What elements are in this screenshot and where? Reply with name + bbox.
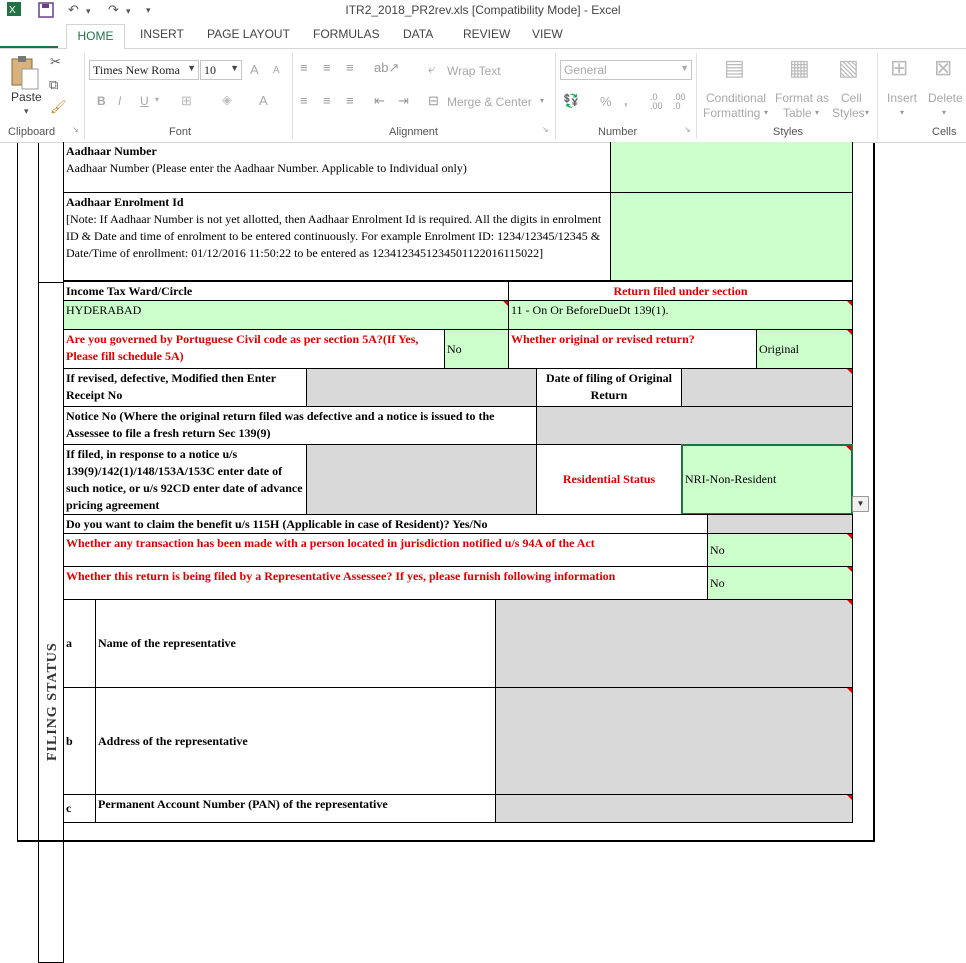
title-bar bbox=[0, 0, 966, 22]
orientation-icon[interactable]: ab↗ bbox=[374, 60, 400, 75]
cell-styles-button[interactable]: Cell bbox=[841, 91, 862, 105]
date-filing-input[interactable] bbox=[681, 368, 853, 407]
cells-group-label: Cells bbox=[932, 126, 957, 138]
date-filing-label: Date of filing of Original Return bbox=[536, 368, 682, 407]
tab-formulas[interactable]: FORMULAS bbox=[313, 27, 380, 41]
section-label: Return filed under section bbox=[508, 281, 853, 301]
delete-cells-button[interactable]: Delete bbox=[928, 91, 963, 105]
number-launcher-icon[interactable]: ↘ bbox=[684, 125, 691, 134]
align-bottom-icon[interactable]: ≡ bbox=[346, 60, 354, 75]
percent-style-button[interactable]: % bbox=[600, 94, 612, 109]
rep-pan-label: Permanent Account Number (PAN) of the representative bbox=[95, 794, 496, 823]
rep-name-label: Name of the representative bbox=[95, 599, 496, 688]
chevron-down-icon: ▾ bbox=[865, 108, 870, 117]
bold-button[interactable]: B bbox=[97, 94, 106, 108]
align-top-icon[interactable]: ≡ bbox=[300, 60, 308, 75]
chevron-down-icon[interactable]: ▾ bbox=[155, 95, 160, 104]
residential-label: Residential Status bbox=[536, 444, 682, 515]
increase-indent-icon[interactable]: ⇥ bbox=[398, 93, 409, 108]
chevron-down-icon: ▼ bbox=[680, 63, 689, 73]
cut-icon[interactable]: ✂ bbox=[50, 54, 61, 69]
rep-name-input[interactable] bbox=[495, 599, 853, 688]
paste-dropdown-icon[interactable]: ▾ bbox=[24, 106, 29, 116]
merge-center-icon: ⊟ bbox=[428, 93, 439, 108]
redo-dropdown-icon[interactable]: ▾ bbox=[126, 6, 131, 16]
insert-cells-button[interactable]: Insert bbox=[887, 91, 918, 105]
divider bbox=[84, 53, 85, 139]
section-input[interactable]: 11 - On Or BeforeDueDt 139(1). bbox=[508, 300, 853, 330]
format-painter-icon[interactable]: 🖌 bbox=[50, 99, 67, 114]
wrap-text-button[interactable]: Wrap Text bbox=[447, 64, 501, 78]
decrease-indent-icon[interactable]: ⇤ bbox=[374, 93, 385, 108]
filing-status-label bbox=[38, 283, 64, 963]
number-format-box[interactable] bbox=[560, 60, 692, 80]
paste-icon[interactable] bbox=[8, 55, 42, 95]
accounting-format-icon[interactable]: 💱 bbox=[563, 93, 580, 108]
decrease-decimal-icon[interactable]: .00 .0 bbox=[673, 92, 686, 111]
divider bbox=[292, 53, 293, 139]
chevron-down-icon: ▾ bbox=[815, 108, 820, 117]
font-color-button[interactable]: A bbox=[259, 93, 268, 108]
chevron-down-icon: ▼ bbox=[230, 63, 239, 73]
representative-question: Whether this return is being filed by a Representative Assessee? If yes, please furnish following information bbox=[63, 566, 708, 600]
residential-input[interactable]: NRI-Non-Resident bbox=[681, 444, 853, 515]
ribbon-tabs bbox=[0, 22, 966, 48]
conditional-formatting-icon: ▤ bbox=[724, 55, 745, 80]
ward-input[interactable]: HYDERABAD bbox=[63, 300, 509, 330]
customize-qat-icon[interactable]: ▾ bbox=[146, 5, 151, 15]
revised-receipt-label: If revised, defective, Modified then Enter Receipt No bbox=[63, 368, 307, 407]
undo-icon[interactable]: ↶ bbox=[68, 2, 79, 17]
aadhaar-desc: Aadhaar Number (Please enter the Aadhaar Number. Applicable to Individual only) bbox=[66, 161, 467, 175]
format-as-table-button[interactable]: Format as bbox=[775, 91, 830, 105]
transaction-94a-question: Whether any transaction has been made with a person located in jurisdiction notified u/s 94A of the Act bbox=[63, 533, 708, 567]
clipboard-group-label: Clipboard bbox=[8, 126, 56, 138]
divider bbox=[877, 53, 878, 139]
tab-page-layout[interactable]: PAGE LAYOUT bbox=[207, 27, 290, 41]
tab-view[interactable]: VIEW bbox=[532, 27, 563, 41]
tab-review[interactable]: REVIEW bbox=[463, 27, 511, 41]
filing-status-text: FILING STATUS bbox=[45, 642, 60, 761]
portuguese-question: Are you governed by Portuguese Civil code as per section 5A?(If Yes, Please fill schedule 5A) bbox=[63, 329, 445, 369]
borders-icon[interactable]: ⊞ bbox=[181, 93, 192, 108]
chevron-down-icon: ▾ bbox=[900, 108, 905, 117]
rep-row-letter: b bbox=[63, 687, 96, 795]
aadhaar-title: Aadhaar Number bbox=[66, 144, 157, 158]
alignment-group-label: Alignment bbox=[389, 126, 438, 138]
worksheet bbox=[0, 143, 966, 897]
align-left-icon[interactable]: ≡ bbox=[300, 93, 308, 108]
window-title: ITR2_2018_PR2rev.xls [Compatibility Mode] - Excel bbox=[345, 3, 621, 17]
aadhaar-input[interactable] bbox=[610, 142, 853, 193]
font-group-label: Font bbox=[169, 126, 192, 138]
redo-icon[interactable]: ↷ bbox=[108, 2, 119, 17]
rep-row-letter: a bbox=[63, 599, 96, 688]
styles-group-label: Styles bbox=[773, 126, 803, 138]
font-size-value: 10 bbox=[204, 63, 216, 77]
align-right-icon[interactable]: ≡ bbox=[346, 93, 354, 108]
copy-icon[interactable]: ⧉ bbox=[49, 77, 59, 92]
wrap-text-icon: ⤶ bbox=[428, 61, 436, 76]
tab-data[interactable]: DATA bbox=[403, 27, 434, 41]
cell-styles-icon: ▧ bbox=[838, 55, 859, 80]
divider bbox=[696, 53, 697, 139]
paste-button[interactable]: Paste bbox=[11, 90, 42, 104]
divider bbox=[555, 53, 556, 139]
response-label: If filed, in response to a notice u/s 139(9)/142(1)/148/153A/153C enter date of such notice, or u/s 92CD enter date of advance pricing agreement bbox=[63, 444, 307, 515]
transaction-94a-input[interactable]: No bbox=[707, 533, 853, 567]
font-size-box[interactable] bbox=[200, 60, 242, 80]
rep-address-input[interactable] bbox=[495, 687, 853, 795]
notice-input[interactable] bbox=[536, 406, 853, 445]
benefit-115h-label: Do you want to claim the benefit u/s 115H (Applicable in case of Resident)? Yes/No bbox=[63, 514, 708, 534]
format-as-table-icon: ▦ bbox=[789, 55, 810, 80]
undo-dropdown-icon[interactable]: ▾ bbox=[86, 6, 91, 16]
comma-style-button[interactable]: , bbox=[624, 93, 628, 108]
conditional-formatting-label2: Formatting bbox=[703, 106, 761, 120]
svg-text:X: X bbox=[9, 5, 16, 16]
orig-rev-question: Whether original or revised return? bbox=[508, 329, 757, 369]
enrolment-title: Aadhaar Enrolment Id bbox=[66, 195, 184, 209]
aadhaar-label-cell bbox=[63, 142, 611, 193]
align-center-icon[interactable]: ≡ bbox=[323, 93, 331, 108]
chevron-down-icon[interactable]: ▾ bbox=[540, 96, 545, 105]
grow-font-icon[interactable]: A bbox=[250, 62, 259, 77]
revised-receipt-input[interactable] bbox=[306, 368, 537, 407]
enrolment-input[interactable] bbox=[610, 192, 853, 281]
ward-label: Income Tax Ward/Circle bbox=[63, 281, 509, 301]
increase-decimal-icon[interactable]: .0 .00 bbox=[650, 92, 663, 111]
side-column-top bbox=[38, 143, 64, 283]
clipboard-launcher-icon[interactable]: ↘ bbox=[72, 125, 79, 134]
number-group-label: Number bbox=[598, 126, 638, 138]
rep-row-letter: c bbox=[63, 794, 96, 823]
conditional-formatting-button[interactable]: Conditional bbox=[706, 91, 767, 105]
underline-button[interactable]: U bbox=[140, 94, 149, 108]
response-date-input[interactable] bbox=[306, 444, 537, 515]
rep-pan-input[interactable] bbox=[495, 794, 853, 823]
notice-label: Notice No (Where the original return filed was defective and a notice is issued to the Assessee to file a fresh return Sec 139(9) bbox=[63, 406, 537, 445]
residential-dropdown-button[interactable]: ▼ bbox=[852, 496, 869, 512]
orig-rev-input[interactable]: Original bbox=[756, 329, 853, 369]
chevron-down-icon: ▾ bbox=[764, 108, 769, 117]
number-format-value: General bbox=[564, 63, 607, 77]
font-name-value: Times New Roma bbox=[93, 63, 180, 77]
merge-center-button[interactable]: Merge & Center bbox=[447, 95, 532, 109]
font-name-box[interactable] bbox=[89, 60, 199, 80]
alignment-launcher-icon[interactable]: ↘ bbox=[542, 125, 549, 134]
tab-home[interactable]: HOME bbox=[66, 24, 125, 49]
portuguese-input[interactable]: No bbox=[444, 329, 509, 369]
tab-insert[interactable]: INSERT bbox=[140, 27, 184, 41]
shrink-font-icon[interactable]: A bbox=[273, 65, 280, 76]
benefit-115h-input[interactable] bbox=[707, 514, 853, 534]
representative-input[interactable]: No bbox=[707, 566, 853, 600]
enrolment-label-cell bbox=[63, 192, 611, 281]
ribbon bbox=[0, 48, 966, 143]
align-middle-icon[interactable]: ≡ bbox=[323, 60, 331, 75]
rep-address-label: Address of the representative bbox=[95, 687, 496, 795]
enrolment-desc: [Note: If Aadhaar Number is not yet allotted, then Aadhaar Enrolment Id is required. All the digits in enrolment ID & Date and time of enrolment to be entered continuously. For example Enrolment ID: 1234/12345/12345 & Date/Time of enrollment: 01/12/2016 11:50:22 to be entered as 12341234512345011220161150​22] bbox=[66, 212, 602, 260]
insert-cells-icon: ⊞ bbox=[890, 55, 909, 80]
format-as-table-label2: Table bbox=[783, 106, 812, 120]
chevron-down-icon: ▾ bbox=[942, 108, 947, 117]
chevron-down-icon: ▼ bbox=[187, 63, 196, 73]
fill-color-icon[interactable]: ◈ bbox=[222, 92, 232, 107]
cell-styles-label2: Styles bbox=[832, 106, 865, 120]
delete-cells-icon: ⊠ bbox=[934, 55, 953, 80]
italic-button[interactable]: I bbox=[118, 94, 122, 108]
